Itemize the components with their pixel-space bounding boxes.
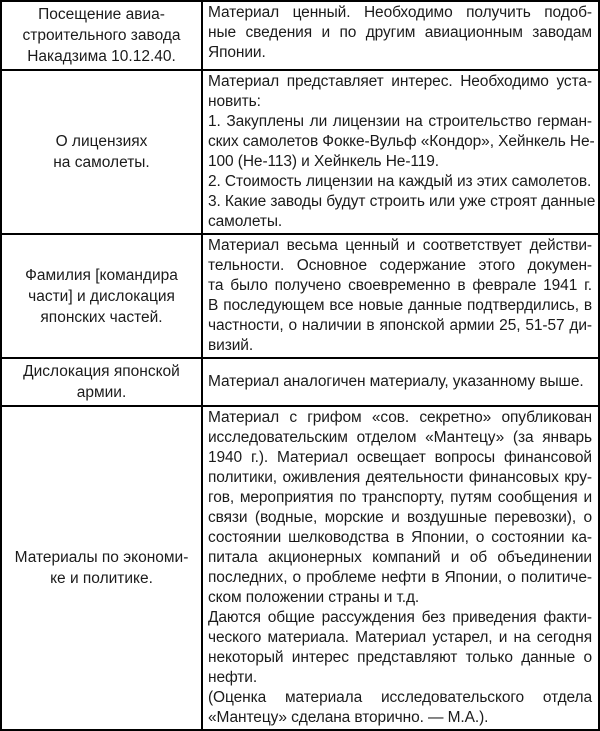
assessment-cell [202, 1, 599, 70]
text-line: ских самолетов Фокке-Вульф «Кондор», Хейнкель Не- [208, 133, 595, 150]
text-line: японских частей. [40, 308, 163, 326]
text-line: Японии. [208, 44, 266, 61]
topic-cell [1, 70, 202, 234]
paragraph [208, 192, 596, 232]
table-row [1, 1, 599, 70]
text-line: на самолеты. [53, 154, 150, 171]
topic-cell [1, 358, 202, 406]
paragraph [208, 72, 592, 112]
text-line: армии. [76, 384, 127, 401]
text-line: Материал весьма ценный и соответствует действи- [208, 237, 592, 254]
text-line: Материал ценный. Необходимо получить подоб- [208, 4, 592, 21]
text-line: ные сведения и по другим авиационным заводам [208, 24, 592, 41]
assessment-cell [202, 358, 599, 406]
text-line: 3. Какие заводы будут строить или уже строят данные [208, 193, 596, 210]
text-line: строительного завода [22, 27, 181, 44]
text-line: та было получено своевременно в феврале 1941 г. [208, 277, 592, 294]
text-line: «Мантецу» сделана вторично. — М.А.). [208, 709, 489, 726]
text-line: 100 (Не-113) и Хейнкель Не-119. [208, 153, 440, 170]
assessment-cell [202, 406, 599, 730]
text-line: питала акционерных компаний и об объединении [208, 549, 592, 566]
text-line: визий. [208, 337, 254, 354]
text-line: нефти. [208, 669, 258, 686]
text-line: тельности. Основное содержание этого докумен- [208, 257, 592, 274]
topic-cell [1, 406, 202, 730]
paragraph [208, 112, 595, 172]
paragraph [208, 688, 592, 728]
text-line: Дислокация японской [23, 363, 180, 380]
text-line: новить: [208, 93, 261, 110]
topic-cell [1, 234, 202, 358]
text-line: ском положении страны и т.д. [208, 589, 420, 606]
text-line: политики, оживления деятельности финансовых кру- [208, 469, 592, 486]
text-line: частности, о наличии в японской армии 25, 51-57 ди- [208, 317, 592, 334]
text-line: последних, о проблеме нефти в Японии, о политиче- [208, 569, 592, 586]
table-row [1, 70, 599, 234]
text-line: В последующем все новые данные подтвердились, в [208, 297, 592, 314]
text-line: Посещение авиа- [38, 6, 165, 23]
text-line: 1940 г.). Материал освещает вопросы финансовой [208, 449, 592, 466]
text-line: ке и политике. [50, 570, 153, 587]
text-line: Материал аналогичен материалу, указанному выше. [208, 373, 584, 390]
text-line: (Оценка материала исследовательского отдела [208, 689, 592, 706]
text-line: гов, мероприятия по транспорту, путям сообщения и [208, 489, 592, 506]
text-line: исследовательским отделом «Мантецу» (за январь [208, 429, 592, 446]
text-line: Материал представляет интерес. Необходимо уста- [208, 73, 592, 90]
paragraph [208, 172, 592, 192]
paragraph [208, 608, 592, 688]
text-line: 2. Стоимость лицензии на каждый из этих самолетов. [208, 173, 592, 190]
paragraph [208, 408, 592, 608]
paragraph [208, 372, 592, 392]
text-line: Даются общие рассуждения без приведения факти- [208, 609, 592, 626]
text-line: части] и дислокация [28, 287, 175, 305]
text-line: Накадзима 10.12.40. [27, 48, 176, 65]
table-row [1, 406, 599, 730]
text-line: О лицензиях [55, 133, 148, 150]
table-row [1, 358, 599, 406]
paragraph [208, 3, 592, 63]
text-line: самолеты. [208, 213, 283, 230]
text-line: состоянии шелководства в Японии, о состоянии ка- [208, 529, 592, 546]
text-line: Фамилия [командира [25, 266, 178, 284]
topic-cell [1, 1, 202, 70]
text-line: 1. Закуплены ли лицензии на строительство герман- [208, 113, 592, 130]
paragraph [208, 236, 592, 356]
text-line: Материал с грифом «сов. секретно» опубликован [208, 409, 592, 426]
text-line: ческого материала. Материал устарел, и на сегодня [208, 629, 592, 646]
text-line: связи (водные, морские и воздушные перевозки), о [208, 509, 592, 526]
assessment-cell [202, 234, 599, 358]
assessment-cell [202, 70, 599, 234]
text-line: Материалы по экономи- [14, 549, 189, 566]
table-row [1, 234, 599, 358]
text-line: некоторый интерес представляют только данные о [208, 649, 592, 666]
